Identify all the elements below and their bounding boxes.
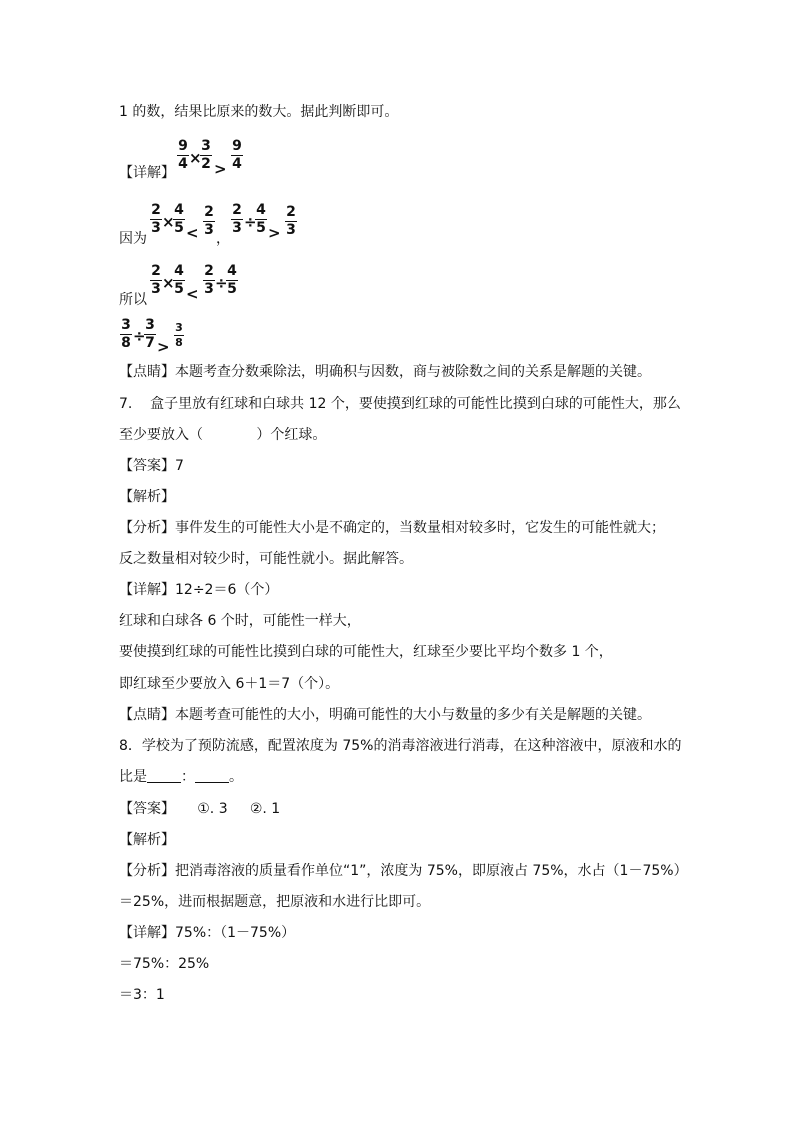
q7-fenxi-1: 【分析】事件发生的可能性大小是不确定的，当数量相对较多时，它发生的可能性就大； <box>119 520 665 536</box>
operator: ÷ <box>244 213 257 231</box>
fraction: 4 5 <box>174 263 184 297</box>
fraction: 2 3 <box>204 204 214 238</box>
fraction: 2 3 <box>286 204 296 238</box>
relation: < <box>186 285 199 303</box>
detail-label: 【详解】 <box>119 165 175 181</box>
fraction: 3 7 <box>145 317 155 351</box>
fraction: 2 3 <box>232 202 242 236</box>
fraction: 2 3 <box>204 263 214 297</box>
fraction: 4 5 <box>227 263 237 297</box>
fraction: 2 3 <box>151 202 161 236</box>
q7-tip: 【点睛】本题考查可能性的大小，明确可能性的大小与数量的多少有关是解题的关键。 <box>119 707 651 723</box>
q8-question-2: 比是 ： 。 <box>119 769 243 785</box>
relation: > <box>214 160 227 178</box>
intro-line: 1 的数，结果比原来的数大。据此判断即可。 <box>119 104 399 120</box>
q8-analysis: 【解析】 <box>119 832 175 848</box>
q7-question-2: 至少要放入（ ）个红球。 <box>119 427 327 443</box>
comma: ， <box>216 231 230 247</box>
q7-fenxi-2: 反之数量相对较少时，可能性就小。据此解答。 <box>119 551 413 567</box>
relation: > <box>157 338 170 356</box>
answer-blank-1 <box>147 768 181 783</box>
fraction: 9 4 <box>232 138 242 172</box>
operator: × <box>189 149 202 167</box>
q8-fenxi-2: ＝25%，进而根据题意，把原液和水进行比即可。 <box>119 894 431 910</box>
q8-fenxi-1: 【分析】把消毒溶液的质量看作单位“1”，浓度为 75%，即原液占 75%，水占（1－75%） <box>119 863 688 879</box>
fraction: 4 5 <box>256 202 266 236</box>
q7-detail-4: 即红球至少要放入 6＋1＝7（个）。 <box>119 676 340 692</box>
q7-detail-3: 要使摸到红球的可能性比摸到白球的可能性大，红球至少要比平均个数多 1 个， <box>119 644 613 660</box>
fraction: 3 2 <box>201 138 211 172</box>
operator: ÷ <box>215 274 228 292</box>
answer-blank-2 <box>195 768 229 783</box>
fraction: 2 3 <box>151 263 161 297</box>
q8-answer: 【答案】 ①. 3 ②. 1 <box>119 801 281 817</box>
fraction: 9 4 <box>178 138 188 172</box>
q8-detail-2: ＝75%：25% <box>119 956 210 972</box>
q7-analysis: 【解析】 <box>119 489 175 505</box>
q8-detail-3: ＝3：1 <box>119 987 165 1003</box>
q8-question-1: 8．学校为了预防流感，配置浓度为 75%的消毒溶液进行消毒，在这种溶液中，原液和水的 <box>119 738 682 754</box>
q7-answer: 【答案】7 <box>119 458 184 474</box>
because-label: 因为 <box>119 231 147 247</box>
operator: × <box>162 274 175 292</box>
fraction: 3 8 <box>121 317 131 351</box>
relation: < <box>186 224 199 242</box>
so-label: 所以 <box>119 292 147 308</box>
fraction: 4 5 <box>174 202 184 236</box>
operator: × <box>162 213 175 231</box>
q7-detail-1: 【详解】12÷2＝6（个） <box>119 582 279 598</box>
q7-detail-2: 红球和白球各 6 个时，可能性一样大， <box>119 613 361 629</box>
operator: ÷ <box>133 327 146 345</box>
fraction: 3 8 <box>175 321 183 349</box>
q7-question-1: 7. 盒子里放有红球和白球共 12 个，要使摸到红球的可能性比摸到白球的可能性大，那么 <box>119 396 681 412</box>
q8-detail-1: 【详解】75%：（1－75%） <box>119 925 296 941</box>
relation: > <box>268 224 281 242</box>
q6-tip: 【点睛】本题考查分数乘除法，明确积与因数，商与被除数之间的关系是解题的关键。 <box>119 364 651 380</box>
